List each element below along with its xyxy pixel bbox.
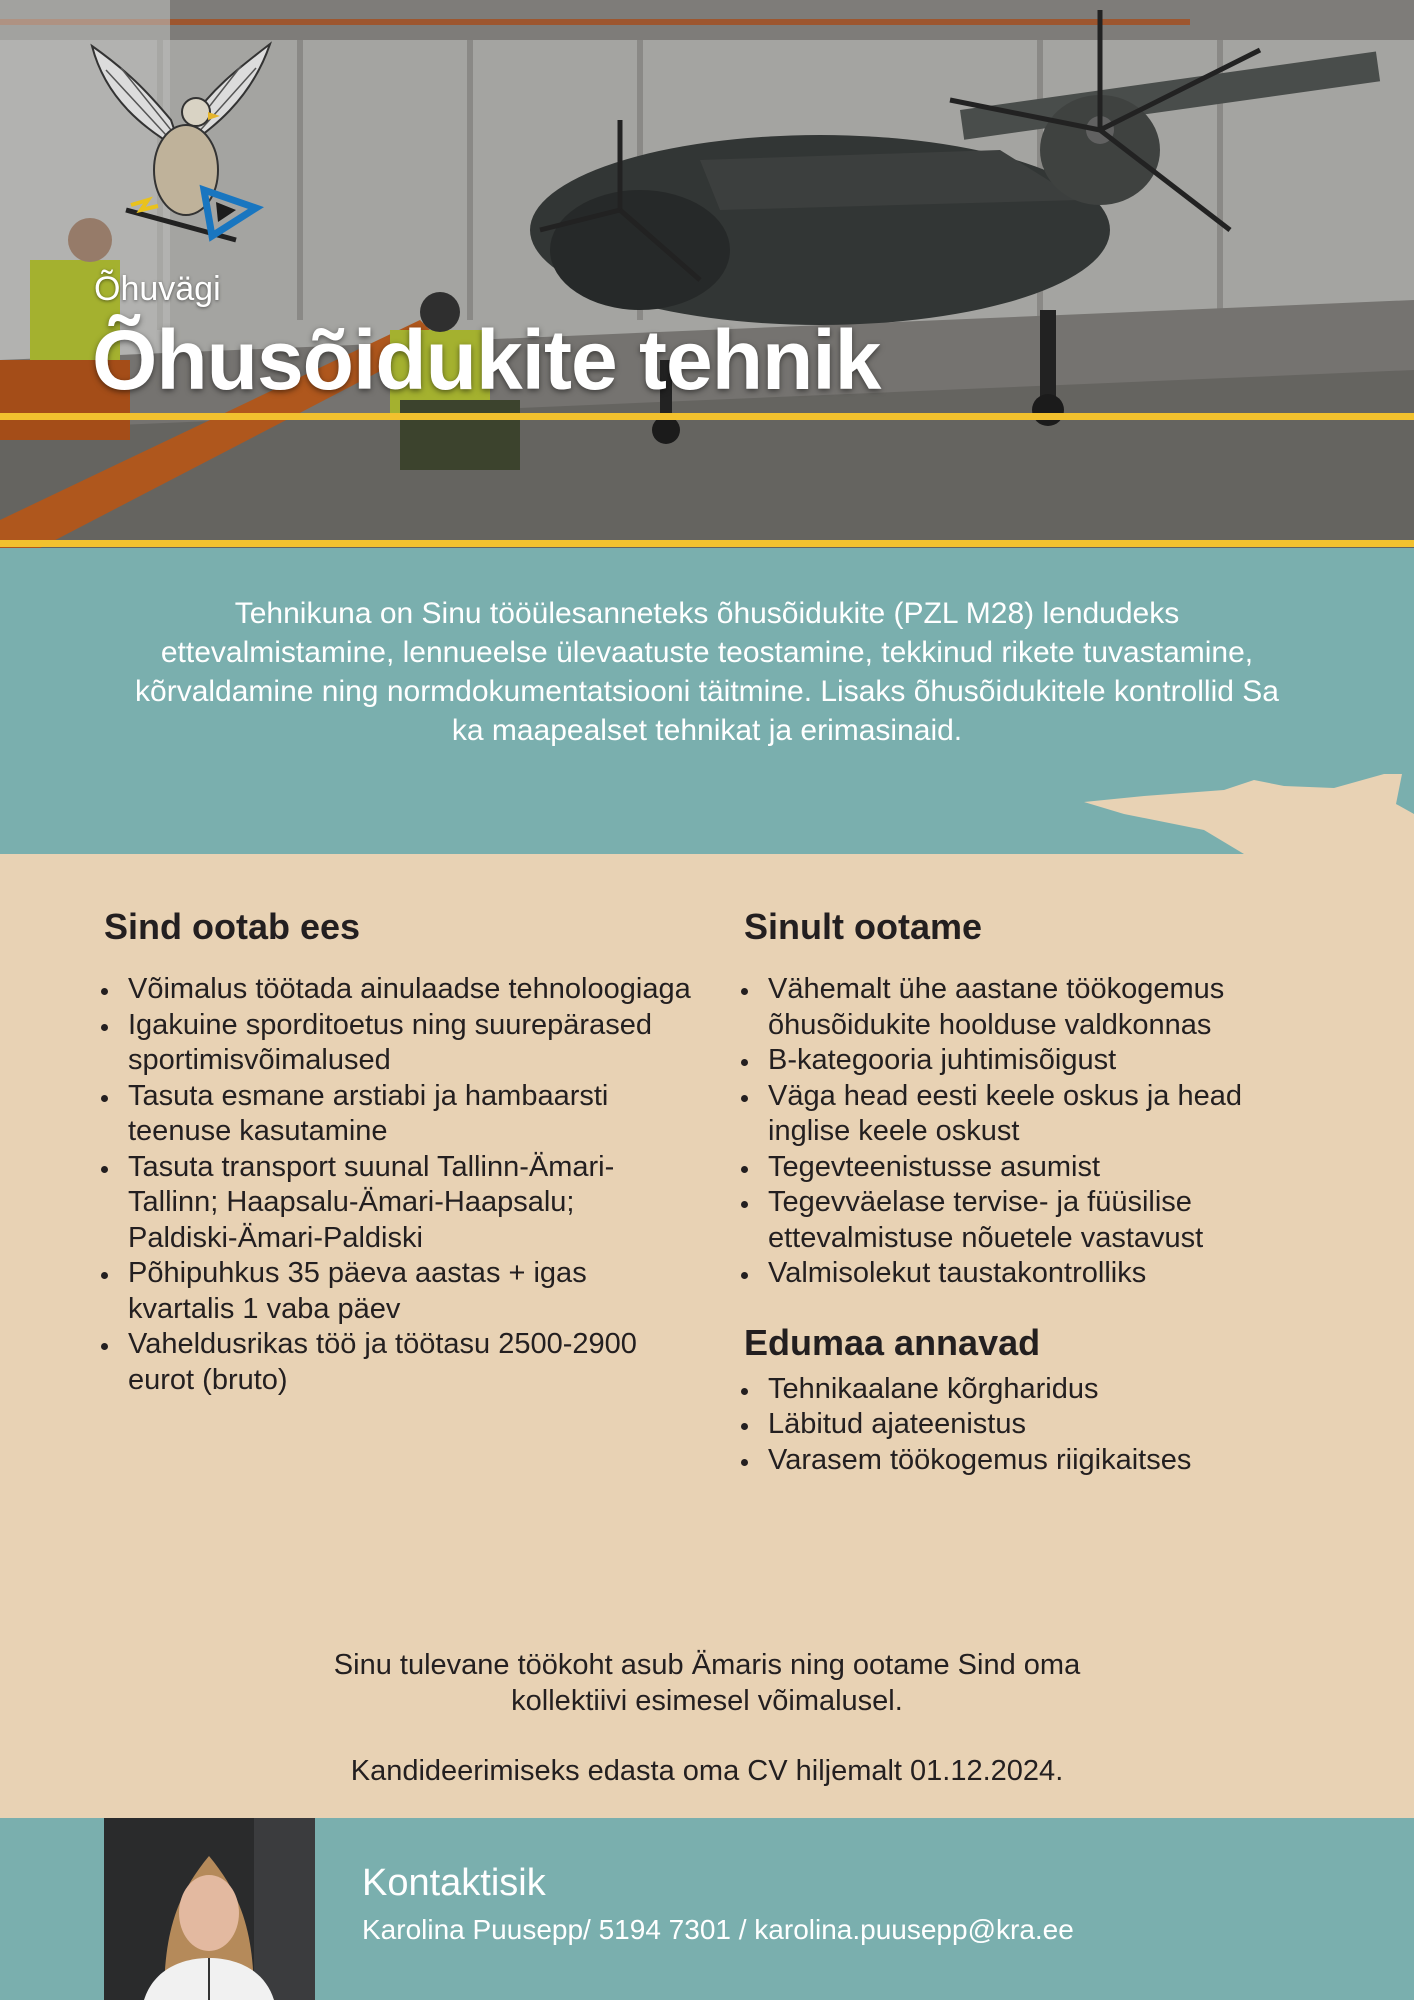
list-item: Tegevteenistusse asumist [768, 1150, 1332, 1186]
intro-section [0, 548, 1414, 854]
fighter-jet-silhouette [1084, 774, 1414, 854]
list-item: Vähemalt ühe aastane töökogemus õhusõidukite hoolduse valdkonnas [768, 972, 1332, 1043]
list-item: Tasuta transport suunal Tallinn-Ämari-Tallinn; Haapsalu-Ämari-Haapsalu; Paldiski-Ämari-Paldiski [128, 1150, 692, 1257]
offers-list [92, 972, 692, 1398]
offers-heading: Sind ootab ees [104, 906, 361, 947]
list-item: Varasem töökogemus riigikaitses [768, 1443, 1332, 1479]
list-item: Vaheldusrikas töö ja töötasu 2500-2900 eurot (bruto) [128, 1327, 692, 1398]
location-note [0, 1648, 1414, 1719]
page-title: Õhusõidukite tehnik [92, 313, 881, 407]
application-deadline: Kandideerimiseks edasta oma CV hiljemalt 01.12.2024. [350, 1755, 1064, 1787]
air-force-eagle-logo [86, 40, 276, 260]
list-item: Tehnikaalane kõrgharidus [768, 1372, 1332, 1408]
accent-stripe [0, 540, 1414, 547]
branch-name: Õhuvägi [94, 270, 221, 308]
location-line-1: Sinu tulevane töökoht asub Ämaris ning ootame Sind oma [333, 1649, 1081, 1681]
hero-banner [0, 0, 1414, 548]
contact-footer [0, 1818, 1414, 2000]
list-item: Põhipuhkus 35 päeva aastas + igas kvartalis 1 vaba päev [128, 1256, 692, 1327]
requirements-list [732, 972, 1332, 1292]
list-item: Tegevväelase tervise- ja füüsilise ettevalmistuse nõuetele vastavust [768, 1185, 1332, 1256]
location-line-2: kollektiivi esimesel võimalusel. [511, 1684, 903, 1717]
contact-details: Karolina Puusepp/ 5194 7301 / karolina.puusepp@kra.ee [362, 1914, 1074, 1945]
list-item: Tasuta esmane arstiabi ja hambaarsti teenuse kasutamine [128, 1079, 692, 1150]
accent-stripe [0, 413, 1414, 420]
requirements-heading: Sinult ootame [744, 906, 983, 947]
list-item: Võimalus töötada ainulaadse tehnoloogiaga [128, 972, 692, 1008]
list-item: Igakuine sporditoetus ning suurepärased sportimisvõimalused [128, 1008, 692, 1079]
list-item: B-kategooria juhtimisõigust [768, 1043, 1332, 1079]
job-description: Tehnikuna on Sinu tööülesanneteks õhusõidukite (PZL M28) lendudeks ettevalmistamine, lennueelse ülevaatuste teostamine, tekkinud rikete tuvastamine, kõrvaldamine ning normdokumentatsiooni täitmine. Lisaks õhusõidukitele kontrollid Sa ka maapealset tehnikat ja erimasinaid. [135, 597, 1279, 747]
list-item: Valmisolekut taustakontrolliks [768, 1256, 1332, 1292]
contact-person-photo [104, 1818, 315, 2000]
list-item: Väga head eesti keele oskus ja head inglise keele oskust [768, 1079, 1332, 1150]
contact-label: Kontaktisik [362, 1862, 546, 1904]
advantages-list [732, 1372, 1332, 1479]
advantages-heading: Edumaa annavad [744, 1321, 1041, 1363]
offers-section [92, 906, 692, 1398]
requirements-section [732, 906, 1332, 1478]
list-item: Läbitud ajateenistus [768, 1407, 1332, 1443]
closing-section [0, 1648, 1414, 1790]
